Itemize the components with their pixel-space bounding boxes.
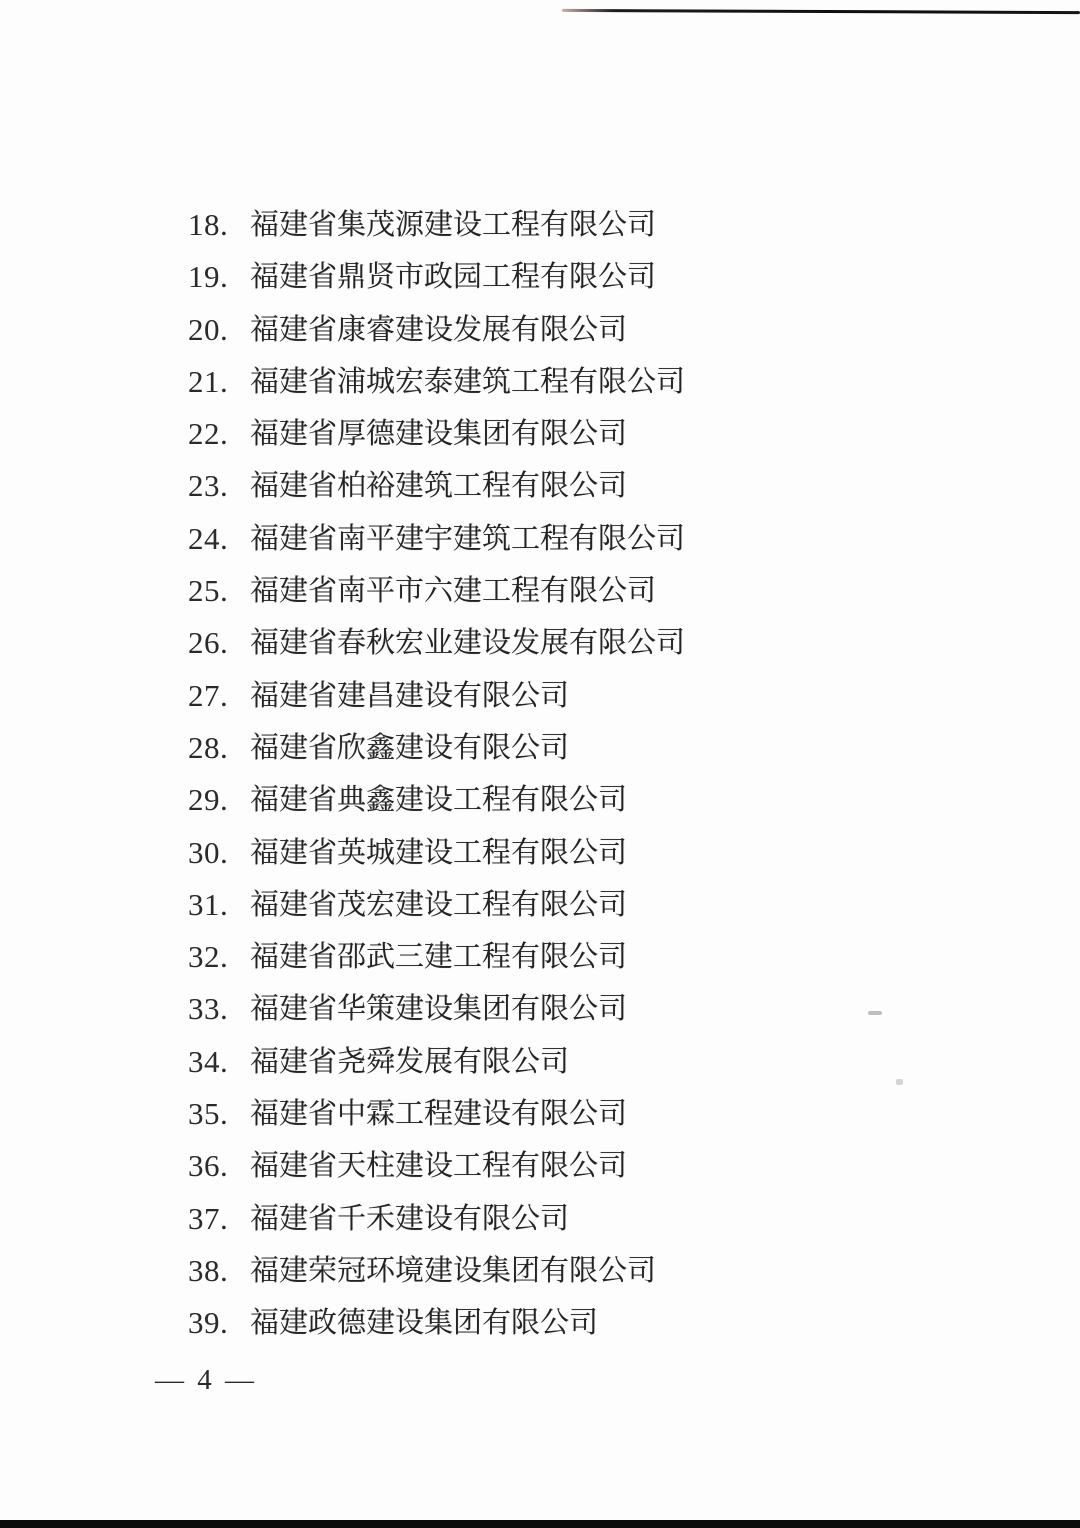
company-name: 福建省厚德建设集团有限公司 <box>250 418 628 451</box>
company-name: 福建政德建设集团有限公司 <box>250 1307 599 1340</box>
item-number: 29. <box>188 782 229 818</box>
item-number: 31. <box>188 886 229 922</box>
item-number: 22. <box>188 416 229 452</box>
list-item <box>188 1097 948 1149</box>
list-item <box>188 574 948 626</box>
list-item <box>188 1149 948 1201</box>
company-name: 福建省英城建设工程有限公司 <box>250 836 628 869</box>
list-item <box>188 1306 948 1358</box>
item-number: 36. <box>188 1148 229 1184</box>
company-name: 福建省千禾建设有限公司 <box>250 1202 570 1235</box>
company-name: 福建省邵武三建工程有限公司 <box>250 941 628 974</box>
company-name: 福建省浦城宏泰建筑工程有限公司 <box>250 365 686 398</box>
scan-line-artifact <box>562 9 1080 14</box>
list-item <box>188 469 948 521</box>
list-item <box>188 940 948 992</box>
item-number: 19. <box>188 259 229 295</box>
item-number: 38. <box>188 1252 229 1288</box>
item-number: 39. <box>188 1305 229 1341</box>
company-name: 福建省尧舜发展有限公司 <box>250 1045 570 1078</box>
company-name: 福建荣冠环境建设集团有限公司 <box>250 1254 657 1287</box>
list-item <box>188 626 948 678</box>
list-item <box>188 313 948 365</box>
list-item <box>188 783 948 835</box>
list-item <box>188 522 948 574</box>
list-item <box>188 208 948 260</box>
item-number: 24. <box>188 520 229 556</box>
company-name: 福建省鼎贤市政园工程有限公司 <box>250 261 657 294</box>
list-item <box>188 679 948 731</box>
company-name: 福建省欣鑫建设有限公司 <box>250 731 570 764</box>
item-number: 28. <box>188 729 229 765</box>
company-name: 福建省华策建设集团有限公司 <box>250 993 628 1026</box>
scan-edge-artifact <box>0 1520 1080 1528</box>
item-number: 21. <box>188 363 229 399</box>
page-number: — 4 — <box>155 1364 257 1396</box>
list-item <box>188 365 948 417</box>
item-number: 37. <box>188 1200 229 1236</box>
item-number: 30. <box>188 834 229 870</box>
company-name: 福建省集茂源建设工程有限公司 <box>250 209 657 241</box>
list-item <box>188 1254 948 1306</box>
list-item <box>188 417 948 469</box>
company-name: 福建省典鑫建设工程有限公司 <box>250 784 628 817</box>
item-number: 20. <box>188 311 229 347</box>
list-item <box>188 1045 948 1097</box>
company-name: 福建省茂宏建设工程有限公司 <box>250 888 628 921</box>
list-item <box>188 731 948 783</box>
list-item <box>188 992 948 1044</box>
company-name: 福建省柏裕建筑工程有限公司 <box>250 470 628 503</box>
item-number: 33. <box>188 991 229 1027</box>
company-name: 福建省天柱建设工程有限公司 <box>250 1150 628 1183</box>
company-name: 福建省春秋宏业建设发展有限公司 <box>250 627 686 660</box>
list-item <box>188 888 948 940</box>
company-name: 福建省建昌建设有限公司 <box>250 679 570 712</box>
item-number: 18. <box>188 207 229 242</box>
list-item <box>188 1202 948 1254</box>
list-item <box>188 260 948 312</box>
item-number: 23. <box>188 468 229 504</box>
company-name: 福建省中霖工程建设有限公司 <box>250 1098 628 1131</box>
company-name: 福建省南平建宇建筑工程有限公司 <box>250 522 686 555</box>
company-name: 福建省南平市六建工程有限公司 <box>250 575 657 608</box>
item-number: 34. <box>188 1043 229 1079</box>
company-name: 福建省康睿建设发展有限公司 <box>250 313 628 346</box>
list-item <box>188 836 948 888</box>
item-number: 27. <box>188 677 229 713</box>
item-number: 25. <box>188 573 229 609</box>
company-list <box>188 208 948 1359</box>
item-number: 26. <box>188 625 229 661</box>
item-number: 32. <box>188 939 229 975</box>
item-number: 35. <box>188 1096 229 1132</box>
